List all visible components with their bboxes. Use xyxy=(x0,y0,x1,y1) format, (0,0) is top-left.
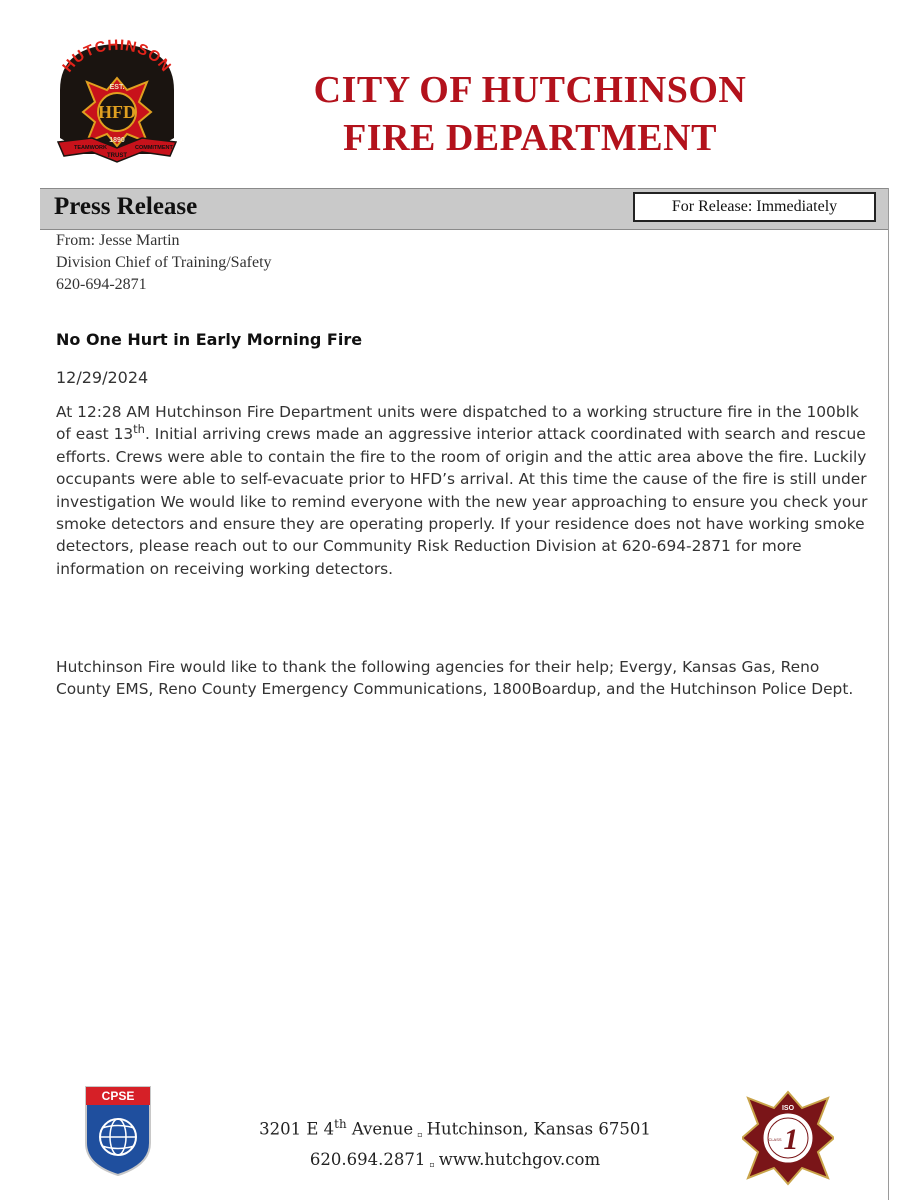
svg-text:HFD: HFD xyxy=(98,102,136,122)
svg-text:ISO: ISO xyxy=(781,1105,795,1112)
sender-phone: 620-694-2871 xyxy=(56,276,147,293)
svg-text:1890: 1890 xyxy=(109,137,125,144)
iso-class-1-badge-icon xyxy=(742,1088,834,1188)
press-release-label: Press Release xyxy=(54,193,198,220)
article-headline: No One Hurt in Early Morning Fire xyxy=(56,330,363,349)
footer-contact xyxy=(180,1150,730,1169)
svg-text:EST.: EST. xyxy=(109,84,125,91)
title-line-city: CITY OF HUTCHINSON xyxy=(313,69,747,111)
article-paragraph-thanks: Hutchinson Fire would like to thank the following agencies for their help; Evergy, Kansas Gas, Reno County EMS, Reno County Emergency Communications, 1800Boardup, and the Hutchinson Police Dept. xyxy=(56,658,854,699)
sender-title: Division Chief of Training/Safety xyxy=(56,254,272,271)
svg-text:TEAMWORK: TEAMWORK xyxy=(74,145,107,151)
cpse-logo-icon xyxy=(84,1085,152,1177)
footer-phone: 620.694.2871 xyxy=(309,1150,426,1169)
separator-glyph: ▫ xyxy=(417,1129,423,1139)
article-date: 12/29/2024 xyxy=(56,368,149,387)
sender-block xyxy=(56,230,272,296)
footer-website[interactable]: www.hutchgov.com xyxy=(438,1150,601,1169)
svg-text:CLASS: CLASS xyxy=(768,1137,782,1142)
svg-text:CPSE: CPSE xyxy=(101,1089,135,1103)
paragraph-text-rest: . Initial arriving crews made an aggressive interior attack coordinated with search and rescue efforts. Crews were able to contain the fire to the room of origin and the attic area above the fire. Luckily occupants were able to self-evacuate prior to HFD’s arrival. At this time the cause of the fire is still under investigation We would like to remind everyone with the new year approaching to ensure you check your smoke detectors and ensure they are operating properly. If your residence does not have working smoke detectors, please reach out to our Community Risk Reduction Division at 620-694-2871 for more information on receiving working detectors. xyxy=(56,425,868,578)
svg-text:COMMITMENT: COMMITMENT xyxy=(135,145,173,151)
separator-glyph: ▫ xyxy=(429,1160,435,1169)
footer-address: 3201 E 4th Avenue ▫ Hutchinson, Kansas 67501 xyxy=(259,1117,651,1139)
article-paragraph-incident xyxy=(56,401,876,580)
ordinal-suffix: th xyxy=(133,422,145,437)
svg-text:TRUST: TRUST xyxy=(107,153,127,159)
paragraph-text-start: At 12:28 AM Hutchinson Fire Department units were dispatched to a working structure fire in the 100blk of east 13 xyxy=(56,403,859,444)
svg-text:1: 1 xyxy=(783,1123,799,1156)
release-status-box: For Release: Immediately xyxy=(633,192,876,222)
page-edge-line xyxy=(888,188,889,1200)
svg-text:HUTCHINSON: HUTCHINSON xyxy=(59,38,175,76)
sender-name: From: Jesse Martin xyxy=(56,232,180,249)
fire-department-badge-icon xyxy=(52,38,182,173)
department-title xyxy=(250,66,810,162)
title-line-department: FIRE DEPARTMENT xyxy=(343,117,717,159)
